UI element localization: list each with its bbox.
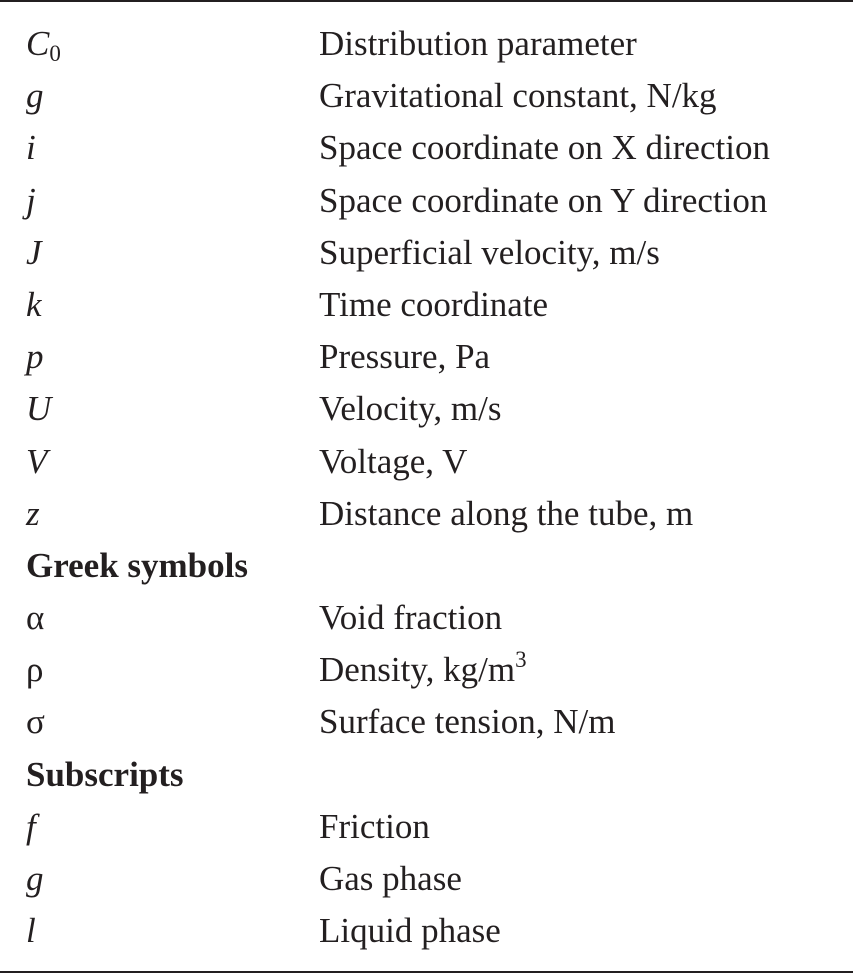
section-heading-row (0, 749, 853, 801)
symbol: g (26, 76, 44, 116)
nomenclature-row (0, 853, 853, 905)
nomenclature-row (0, 488, 853, 540)
nomenclature-row (0, 383, 853, 435)
description: Space coordinate on Y direction (319, 180, 768, 220)
symbol: σ (26, 702, 45, 742)
description: Liquid phase (319, 911, 501, 951)
nomenclature-row (0, 279, 853, 331)
symbol: $C_0$ (26, 24, 61, 66)
description: Time coordinate (319, 284, 549, 324)
description: Distance along the tube, m (319, 493, 694, 533)
nomenclature-row (0, 70, 853, 122)
nomenclature-row (0, 122, 853, 174)
symbol: U (26, 389, 52, 429)
nomenclature-table (0, 18, 853, 957)
description: Void fraction (319, 598, 503, 638)
description: Friction (319, 806, 430, 846)
nomenclature-row (0, 227, 853, 279)
symbol-subscript: 0 (49, 41, 61, 66)
nomenclature-row (0, 436, 853, 488)
section-heading-row (0, 540, 853, 592)
symbol: V (26, 441, 48, 481)
nomenclature-row (0, 331, 853, 383)
symbol: l (26, 911, 36, 951)
nomenclature-row (0, 905, 853, 957)
symbol: J (26, 232, 42, 272)
symbol: ρ (26, 650, 44, 690)
description: Pressure, Pa (319, 337, 491, 377)
symbol: α (26, 598, 45, 638)
description: Gravitational constant, N/kg (319, 76, 717, 116)
subscripts-heading: Subscripts (26, 754, 184, 794)
top-rule (0, 0, 853, 2)
nomenclature-row (0, 592, 853, 644)
nomenclature-row (0, 644, 853, 696)
greek-symbols-heading: Greek symbols (26, 545, 248, 585)
nomenclature-row (0, 696, 853, 748)
description: Voltage, V (319, 441, 468, 481)
description: Density, $kg/m^3$ (319, 647, 527, 690)
description: Velocity, m/s (319, 389, 502, 429)
symbol: f (26, 806, 36, 846)
symbol: p (26, 337, 44, 377)
description: Space coordinate on X direction (319, 128, 770, 168)
symbol: j (26, 180, 36, 220)
symbol: z (26, 493, 40, 533)
description: Surface tension, N/m (319, 702, 616, 742)
unit-superscript: 3 (515, 647, 527, 673)
symbol: i (26, 128, 36, 168)
symbol: g (26, 859, 44, 898)
nomenclature-row (0, 175, 853, 227)
description: Superficial velocity, m/s (319, 232, 660, 272)
nomenclature-row (0, 18, 853, 70)
description: Distribution parameter (319, 24, 637, 63)
nomenclature-row (0, 801, 853, 853)
bottom-rule (0, 971, 853, 973)
symbol: k (26, 284, 42, 324)
description: Gas phase (319, 859, 462, 898)
